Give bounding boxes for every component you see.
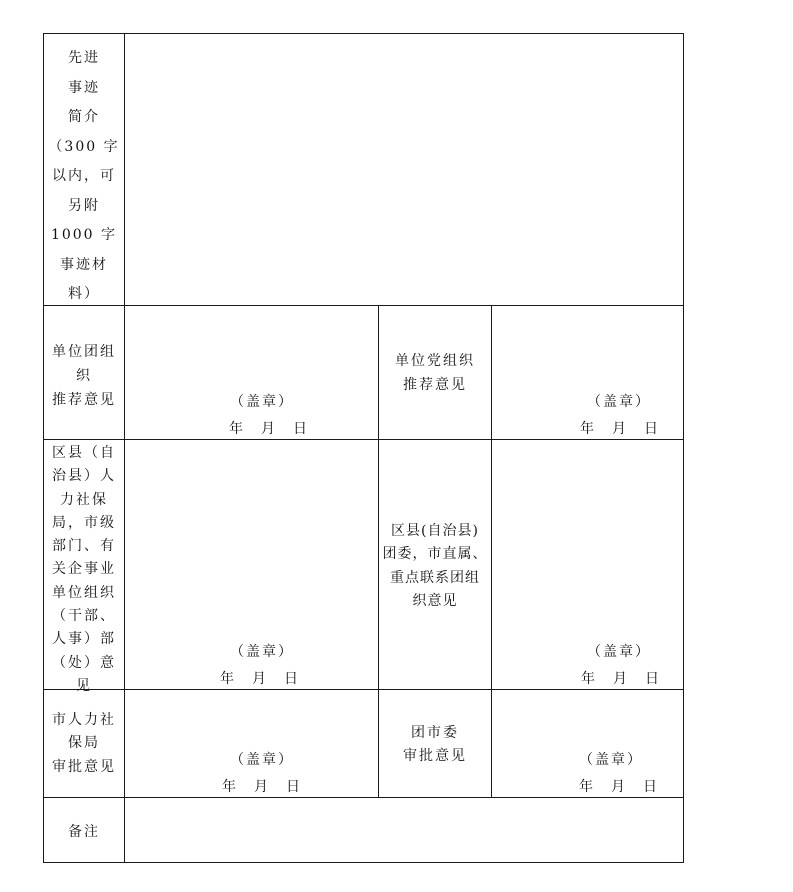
district-league-label (379, 520, 491, 613)
unit-league-label-line: 单位团组 (52, 344, 116, 360)
city-league-label (379, 722, 491, 769)
unit-party-label-line: 推荐意见 (403, 377, 467, 393)
deeds-label-line: 以内，可 (52, 168, 116, 184)
table-border-right (683, 33, 684, 863)
district-hr-label-line: 单位组织 (52, 584, 116, 601)
district-hr-label-line: （处）意 (52, 654, 116, 671)
unit-league-label-line: 推荐意见 (52, 392, 116, 408)
seal-text: （盖章） (230, 644, 294, 660)
deeds-label-line: 1000 字 (50, 227, 118, 243)
deeds-label-line: 事迹材 (60, 256, 108, 273)
remarks-label (44, 822, 124, 842)
district-hr-label-line: （干部、 (52, 608, 116, 625)
unit-party-label-line: 单位党组织 (395, 353, 475, 369)
date-text: 年 月 日 (229, 421, 309, 437)
date-text: 年 月 日 (222, 779, 302, 795)
district-hr-label-line: 区县（自 (52, 445, 116, 461)
city-league-label-line: 审批意见 (403, 748, 467, 765)
deeds-label-line: 另附 (68, 197, 100, 214)
date-text: 年 月 日 (581, 671, 661, 687)
district-league-label-line: 区县(自治县) (391, 523, 479, 539)
date-text: 年 月 日 (580, 421, 660, 437)
district-hr-label-line: 人事）部 (52, 631, 116, 648)
district-hr-label (44, 442, 124, 698)
deeds-label-line: 事迹 (68, 79, 100, 96)
deeds-summary-label (44, 44, 124, 310)
date-text: 年 月 日 (579, 779, 659, 795)
deeds-label-line: 先进 (68, 50, 100, 66)
remarks-field[interactable] (125, 798, 683, 862)
city-league-label-line: 团市委 (411, 725, 459, 741)
deeds-label-line: 简介 (68, 109, 100, 125)
district-hr-label-line: 治县）人 (52, 468, 116, 485)
unit-league-label-line: 织 (76, 368, 92, 384)
city-hr-label-line: 保局 (68, 735, 100, 752)
seal-text: （盖章） (587, 394, 651, 410)
city-hr-label (44, 709, 124, 779)
district-hr-label-line: 关企事业 (52, 561, 116, 578)
seal-text: （盖章） (579, 752, 643, 768)
deeds-summary-field[interactable] (125, 34, 683, 305)
unit-party-label (379, 349, 491, 397)
district-hr-label-line: 部门、有 (52, 538, 116, 555)
deeds-label-line: （300 字 (48, 138, 120, 155)
district-league-label-line: 织意见 (412, 592, 458, 609)
seal-text: （盖章） (587, 644, 651, 660)
date-text: 年 月 日 (220, 671, 300, 687)
city-hr-label-line: 市人力社 (52, 712, 116, 728)
seal-text: （盖章） (230, 394, 294, 410)
table-border-bottom (43, 862, 684, 863)
district-hr-label-line: 见 (76, 677, 92, 694)
seal-text: （盖章） (230, 752, 294, 768)
unit-league-label (44, 340, 124, 412)
district-league-label-line: 团委，市直属、 (382, 546, 488, 563)
district-hr-label-line: 局，市级 (52, 514, 116, 531)
city-hr-label-line: 审批意见 (52, 758, 116, 775)
remarks-label-text: 备注 (68, 824, 100, 840)
deeds-label-line: 料） (68, 286, 100, 302)
district-hr-label-line: 力社保 (60, 491, 108, 508)
district-league-label-line: 重点联系团组 (390, 569, 480, 586)
